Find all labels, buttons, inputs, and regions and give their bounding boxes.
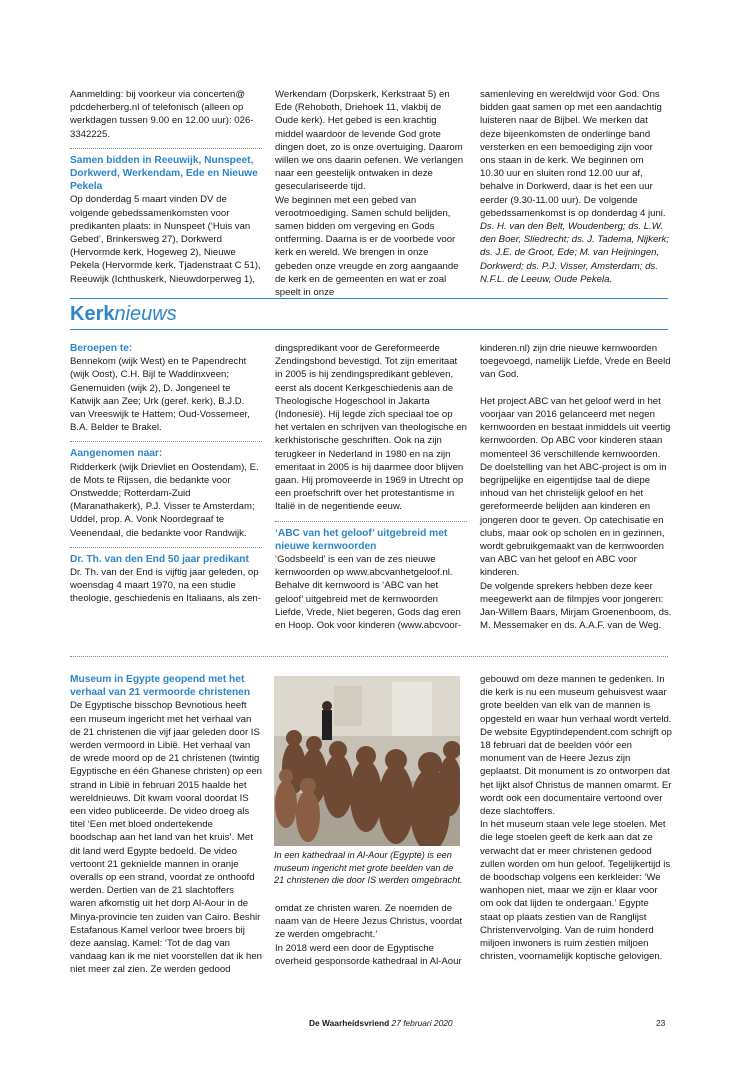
abc-body-3: Het project ABC van het geloof werd in het voorjaar van 2016 gelanceerd met negen kernwoorden en bestaat inmiddels uit veertig kernwoorden. Op ABC voor kinderen staan momenteel 36 verschillende kernwoorden. De doelstelling van het ABC-project is om in begrijpelijke en eigentijdse taal de diepe inhoud van het christelijk geloof en het gereformeerde belijden aan kinderen en jongeren door te geven. Op catechisatie en clubs, maar ook op scholen en in gezinnen, wordt gebruikgemaakt van de kernwoorden van ABC van het geloof en ABC voor kinderen. — [480, 395, 671, 579]
kerk-column-1 — [70, 342, 262, 606]
end-body: Dr. Th. van der End is vijftig jaar geleden, op woensdag 4 maart 1970, na een studie theologie, geschiedenis en Italiaans, als zen- — [70, 567, 261, 605]
photo-caption: In een kathedraal in Al-Aour (Egypte) is een museum ingericht met grote beelden van de 21 christenen die door IS werden omgebracht. — [274, 850, 463, 886]
aangenomen-heading: Aangenomen naar: — [70, 448, 163, 460]
page-number: 23 — [656, 1018, 666, 1028]
footer-publication — [309, 1018, 453, 1029]
prayer-heading: Samen bidden in Reeuwijk, Nunspeet, Dorkwerd, Werkendam, Ede en Nieuwe Pekela — [70, 154, 258, 193]
aangenomen-body: Ridderkerk (wijk Drievliet en Oostendam), E. de Mots te Rijssen, die bedankte voor Onstwedde; Rotterdam-Zuid (Maranathakerk), P.J. Visser te Amsterdam; Uddel, prop. A. Vonk Noordegraaf te Veenendaal, die bedankte voor Randwijk. — [70, 461, 259, 539]
museum-body-3a: gebouwd om deze mannen te gedenken. In die kerk is nu een museum gehuisvest waar grote beelden van elk van de mannen is opgesteld en waar hun verhaal wordt verteld. De website Egyptindependent.com schrijft op 18 februari dat de beelden vóór een monument van de Heere Jezus zijn geplaatst. Dit monument is zo ontworpen dat het lijkt alsof Christus de mannen omarmt. Er wordt ook een documentaire vertoond over deze slachtoffers. — [480, 674, 672, 818]
dotted-divider — [70, 547, 262, 548]
prayer-body-2a: Werkendam (Dorpskerk, Kerkstraat 5) en Ede (Rehoboth, Driehoek 11, vlakbij de Oude kerk). Het gebed is een krachtig middel waardoor de levende God grote dingen doet, zo is onze overtuiging. Daarom willen we ons daarin oefenen. We verlangen naar een geestelijk ontwaken in deze geseculariseerde tijd. — [275, 89, 464, 193]
end-body-2: dingspredikant voor de Gereformeerde Zendingsbond bevestigd. Tot zijn emeritaat in 2005 is hij zendingspredikant gebleven, eerst als docent Kerkgeschiedenis aan de Theologische Hogeschool in Jakarta (Indonesië). Hij legde zich speciaal toe op het vertalen en schrijven van theologische en kerkhistorische geschriften. Ook na zijn terugkeer in Nederland in 1980 en na zijn emeritaat in 2005 is hij daarmee door blijven gaan. Hij promoveerde in 1969 in Utrecht op een proefschrift over het protestantisme in Italië in de negentiende eeuw. — [275, 343, 467, 513]
top-column-3 — [480, 88, 670, 286]
section-title-italic: nieuws — [114, 303, 177, 325]
kerk-column-2 — [275, 342, 467, 632]
kerk-column-3 — [480, 342, 672, 632]
museum-photo — [274, 676, 460, 846]
prayer-names: Ds. H. van den Belt, Woudenberg; ds. L.W. den Boer, Sliedrecht; ds. J. Tademа, Nijkerk; ds. J.E. de Groot, Ede; M. van Heijningen, Dorkwerd; ds. P.J. Visser, Amsterdam; ds. N.F.L. de Leeuw, Oude Pekela. — [480, 221, 669, 285]
prayer-body-2b: We beginnen met een gebed van verootmoediging. Samen schuld belijden, samen bidden om vergeving en Gods ontferming. Daarna is er de voorbede voor kerk en wereld. We brengen in onze gebeden onze vreugde en zorg aangaande de kerk en de gemeenten en wat er zoal speelt in onze — [275, 194, 459, 299]
publication-date: 27 februari 2020 — [391, 1018, 453, 1028]
publication-name: De Waarheidsvriend — [309, 1018, 390, 1028]
section-title-bold: Kerk — [70, 303, 115, 325]
dotted-divider — [70, 148, 262, 149]
end-heading: Dr. Th. van den End 50 jaar predikant — [70, 553, 249, 565]
prayer-body: Op donderdag 5 maart vinden DV de volgende gebedssamenkomsten voor predikanten plaats: in Nunspeet (‘Huis van Gebed’, Brinkersweg 27), Dorkwerd (Hervormde kerk, Hogeweg 2), Nieuwe Pekela (Hervormde kerk, Tjadenstraat C 51), Reeuwijk (Ichthuskerk, Nieuwdorperweg 1), — [70, 194, 261, 285]
abc-heading: ‘ABC van het geloof’ uitgebreid met nieuwe kernwoorden — [275, 527, 448, 552]
abc-speakers: De volgende sprekers hebben deze keer meegewerkt aan de filmpjes voor jongeren: Jan-Willem Baars, Mirjam Groenenboom, ds. M. Messemaker en ds. A.A.F. van de Weg. — [480, 580, 672, 632]
prayer-body-3: samenleving en wereldwijd voor God. Ons bidden gaat samen op met een aandachtig luisteren naar de Bijbel. We merken dat deze bijeenkomsten de onderlinge band versterken en een bemoediging zijn voor ons staan in de kerk. We beginnen om 10.30 uur en sluiten rond 12.00 uur af, behalve in Dorkwerd, daar is het een uur eerder (9.30-11.00 uur). De volgende gebedssamenkomst is op donderdag 4 juni. — [480, 89, 666, 219]
museum-body-3b: In het museum staan vele lege stoelen. Met die lege stoelen geeft de kerk aan dat ze verwacht dat er meer christenen gedood zullen worden om hun geloof. Tegelijkertijd is de boodschap volgens een kerkleider: ‘We wanhopen niet, maar we zijn er klaar voor om ook dat lijden te ondergaan.’ Egypte staat op plaats zestien van de Ranglijst Christenvervolging. Van de ruim honderd miljoen inwoners is ruim zestien miljoen christen, voornamelijk koptische gelovigen. — [480, 819, 671, 963]
dotted-divider — [70, 441, 262, 442]
top-column-1 — [70, 88, 262, 286]
museum-column-3 — [480, 673, 672, 963]
museum-body-1: De Egyptische bisschop Bevnotious heeft een museum ingericht met het verhaal van de 21 christenen die vijf jaar geleden door IS werden vermoord in Libië. Het verhaal van de wrede moord op de 21 christenen (twintig Egyptische en één Ghanese christen) op een strand in Libië in februari 2015 haalde het wereldnieuws. Dit kwam vooral doordat IS een video publiceerde. De video droeg als titel ‘Een met bloed ondertekende boodschap aan het land van het kruis’. Met dit land werd Egypte bedoeld. De video vertoont 21 geknielde mannen in oranje overalls op een strand, voordat ze onthoofd werden. Dertien van de 21 slachtoffers waren afkomstig uit het dorp Al-Aour in de Minya-provincie ten zuiden van Cairo. Beshir Estafanous Kamel verloor twee broers bij deze aanslag. Kamel: ‘Tot de dag van vandaag kan ik me niet voorstellen dat ik hen niet meer zal zien. Ze werden gedood — [70, 700, 263, 976]
section-divider-museum — [70, 656, 668, 657]
museum-body-2: omdat ze christen waren. Ze noemden de naam van de Heere Jezus Christus, voordat ze werden omgebracht.’ — [275, 903, 463, 941]
statues-illustration — [274, 676, 460, 846]
beroepen-heading: Beroepen te: — [70, 343, 133, 354]
section-divider-title — [70, 329, 668, 330]
abc-body-2: kinderen.nl) zijn drie nieuwe kernwoorden toegevoegd, namelijk Liefde, Vrede en Beeld van God. — [480, 343, 671, 381]
dotted-divider — [275, 521, 467, 522]
museum-body-2b: In 2018 werd een door de Egyptische overheid gesponsorde kathedraal in Al-Aour — [275, 942, 462, 967]
section-title — [70, 302, 177, 326]
registration-text: Aanmelding: bij voorkeur via concerten@ pdcdeherberg.nl of telefonisch (alleen op werkdagen tussen 9.00 en 12.00 uur): 026-3342225. — [70, 89, 254, 140]
museum-column-2 — [275, 902, 467, 968]
museum-column-1 — [70, 673, 262, 977]
beroepen-body: Bennekom (wijk West) en te Papendrecht (wijk Oost), C.H. Bijl te Waddinxveen; Genemuiden (wijk 2), D. Jongeneel te Katwijk aan Zee; Urk (geref. kerk), B.J.D. van Vreeswijk te Hattem; Oud-Vossemeer, B.A. Belder te Brakel. — [70, 356, 250, 434]
museum-heading: Museum in Egypte geopend met het verhaal van 21 vermoorde christenen — [70, 674, 251, 699]
section-divider-top — [70, 298, 668, 299]
abc-body: ‘Godsbeeld’ is een van de zes nieuwe kernwoorden op www.abcvanhetgeloof.nl. Behalve dit kernwoord is ‘ABC van het geloof’ uitgebreid met de kernwoorden Liefde, Vrede, Niet begeren, Gods dag eren en Hoop. Ook voor kinderen (www.abcvoor- — [275, 554, 462, 632]
top-column-2 — [275, 88, 467, 299]
